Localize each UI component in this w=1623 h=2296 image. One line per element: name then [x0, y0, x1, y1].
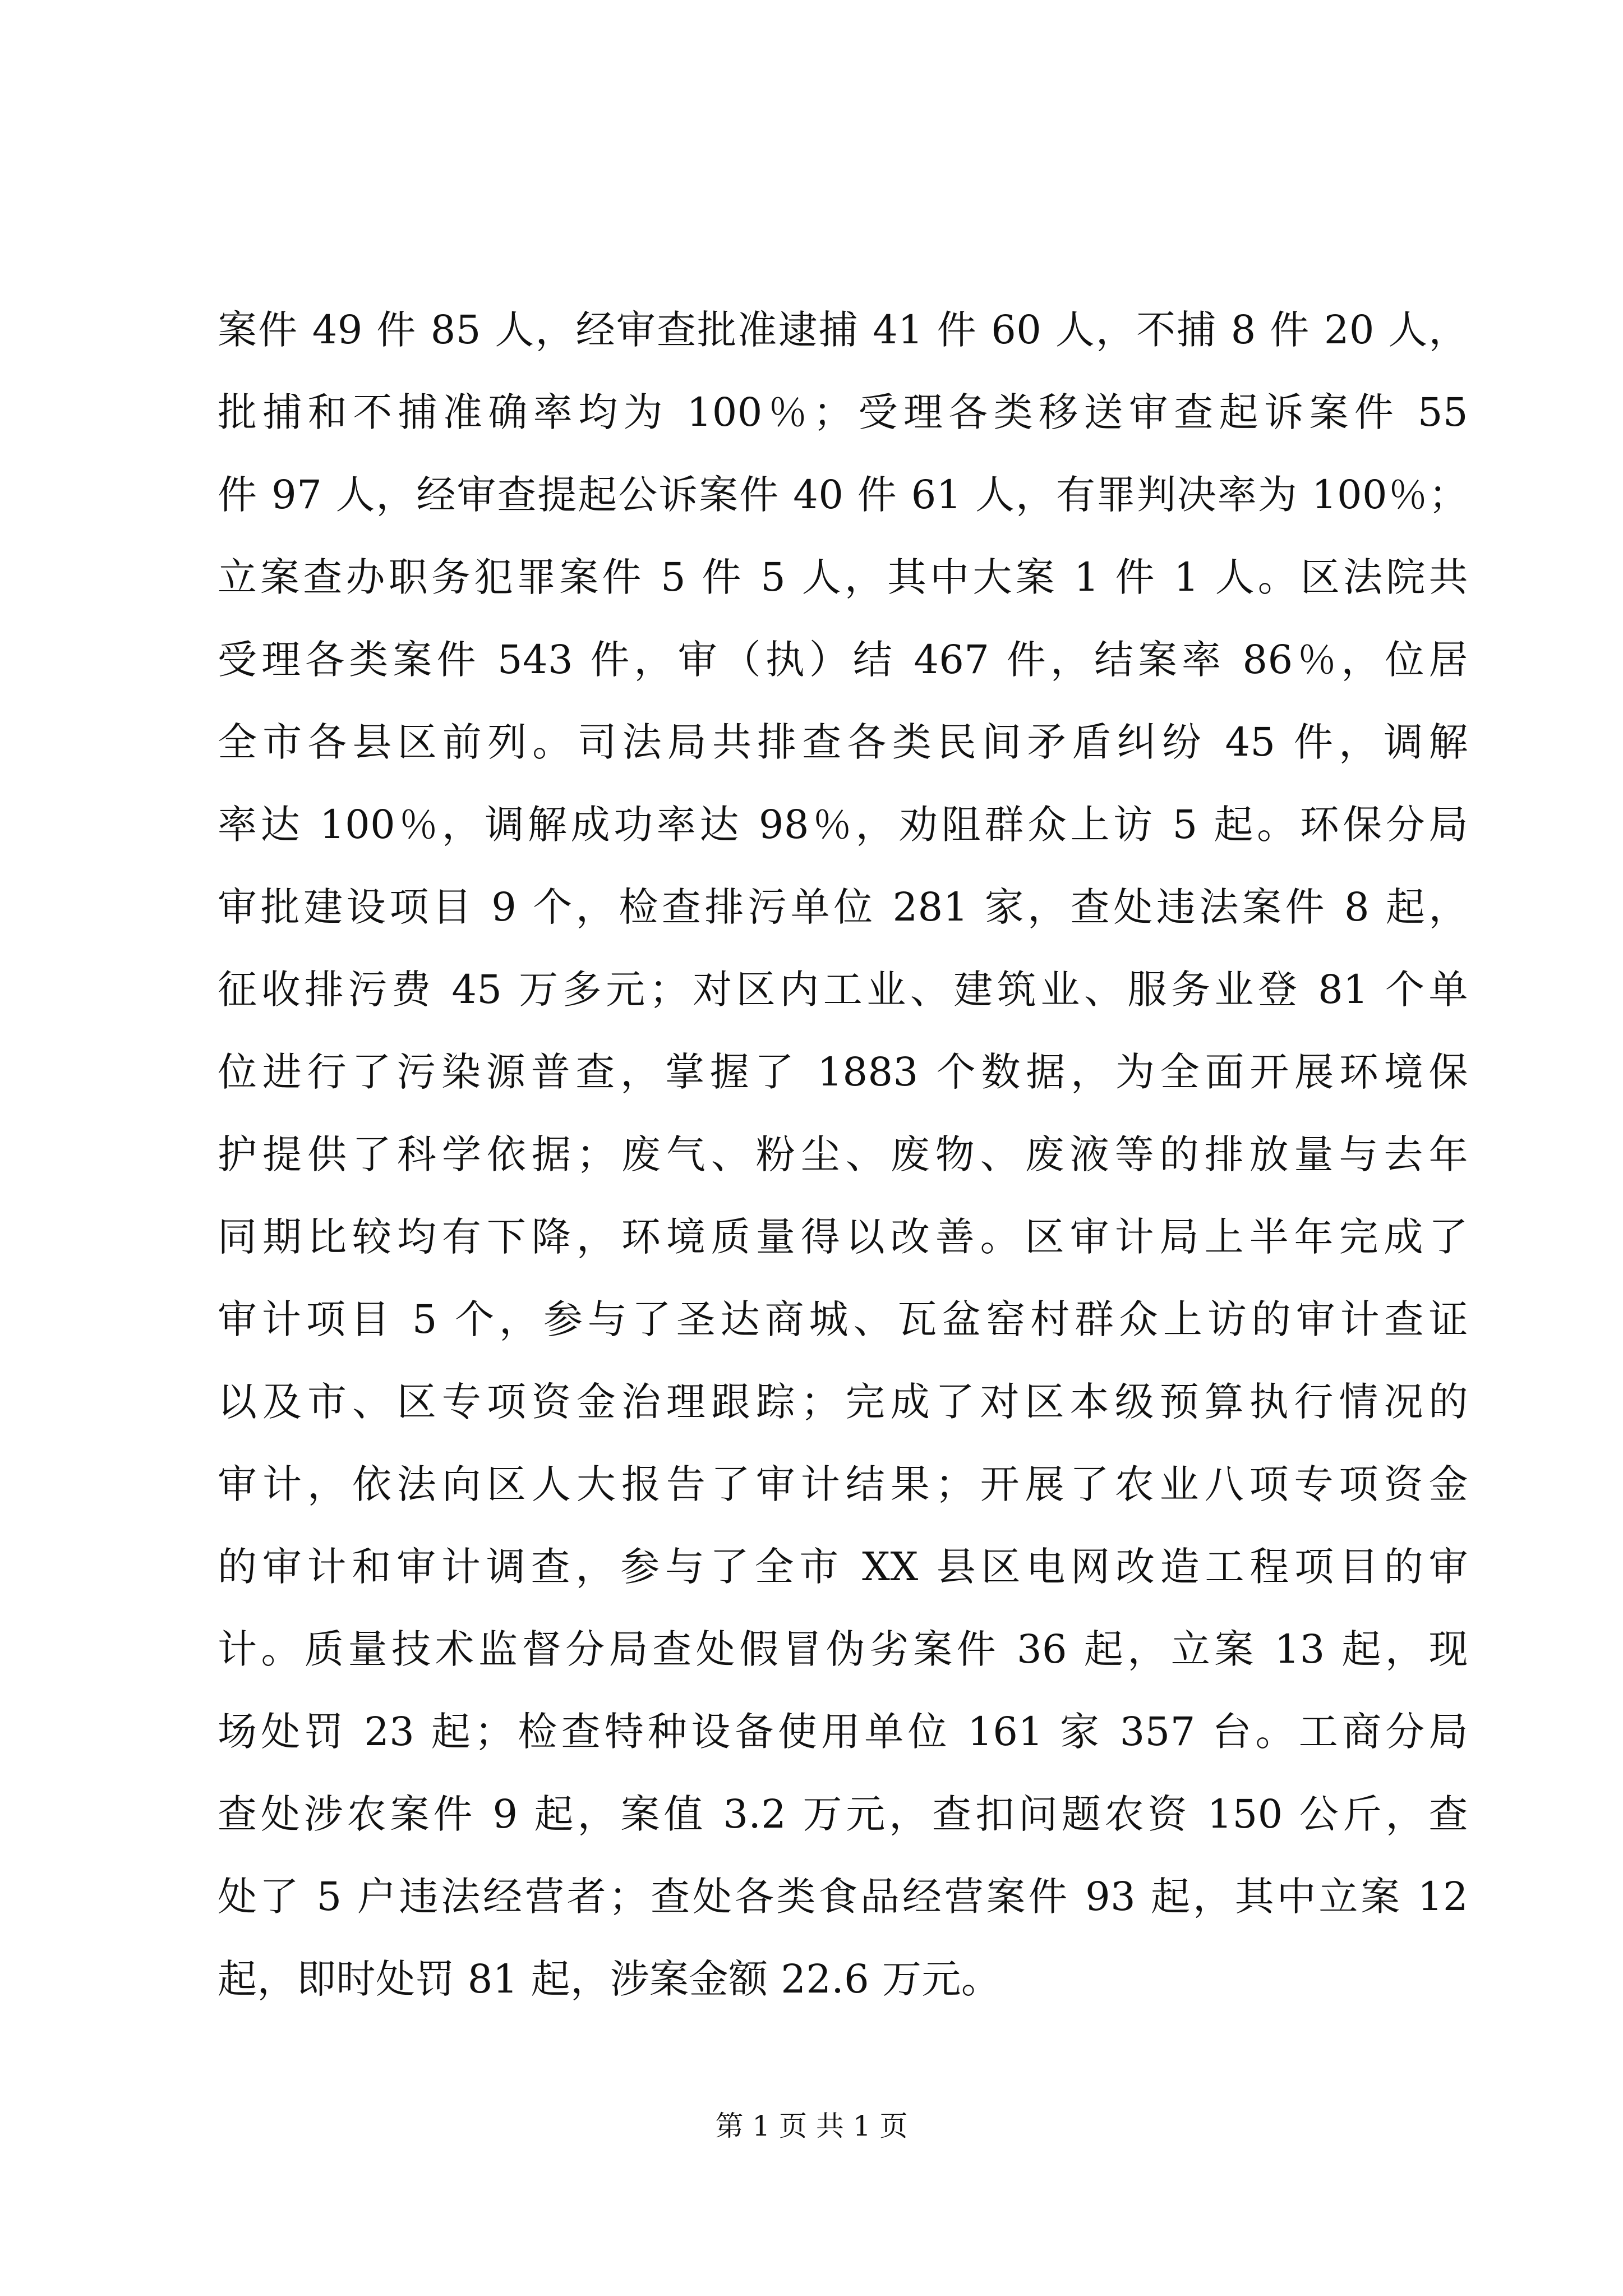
text-line: 计。质量技术监督分局查处假冒伪劣案件 36 起，立案 13 起，现 [218, 1626, 1468, 1672]
page-number-footer: 第 1 页 共 1 页 [715, 2110, 908, 2142]
text-line: 审计，依法向区人大报告了审计结果；开展了农业八项专项资金 [218, 1461, 1468, 1507]
body-paragraph [218, 289, 1468, 2021]
text-line: 率达 100％，调解成功率达 98％，劝阻群众上访 5 起。环保分局 [218, 802, 1468, 848]
text-line: 护提供了科学依据；废气、粉尘、废物、废液等的排放量与去年 [218, 1131, 1468, 1177]
text-line: 场处罚 23 起；检查特种设备使用单位 161 家 357 台。工商分局 [218, 1709, 1468, 1755]
text-line: 以及市、区专项资金治理跟踪；完成了对区本级预算执行情况的 [218, 1379, 1468, 1425]
text-line: 审批建设项目 9 个，检查排污单位 281 家，查处违法案件 8 起， [218, 884, 1468, 930]
text-line: 受理各类案件 543 件，审（执）结 467 件，结案率 86％，位居 [218, 637, 1468, 683]
text-line: 同期比较均有下降，环境质量得以改善。区审计局上半年完成了 [218, 1214, 1468, 1260]
text-line: 位进行了污染源普查，掌握了 1883 个数据，为全面开展环境保 [218, 1049, 1468, 1095]
text-line: 的审计和审计调查，参与了全市 XX 县区电网改造工程项目的审 [218, 1544, 1468, 1590]
text-line: 批捕和不捕准确率均为 100％；受理各类移送审查起诉案件 55 [218, 389, 1468, 435]
text-line: 件 97 人，经审查提起公诉案件 40 件 61 人，有罪判决率为 100％； [218, 472, 1468, 518]
text-line: 起，即时处罚 81 起，涉案金额 22.6 万元。 [218, 1956, 1001, 2002]
text-line: 查处涉农案件 9 起，案值 3.2 万元，查扣问题农资 150 公斤，查 [218, 1791, 1468, 1837]
text-line: 征收排污费 45 万多元；对区内工业、建筑业、服务业登 81 个单 [218, 967, 1468, 1013]
text-line: 立案查办职务犯罪案件 5 件 5 人，其中大案 1 件 1 人。区法院共 [218, 554, 1468, 600]
text-line: 案件 49 件 85 人，经审查批准逮捕 41 件 60 人，不捕 8 件 20 人， [218, 307, 1468, 353]
text-line: 审计项目 5 个，参与了圣达商城、瓦盆窑村群众上访的审计查证 [218, 1296, 1468, 1342]
text-line: 处了 5 户违法经营者；查处各类食品经营案件 93 起，其中立案 12 [218, 1874, 1468, 1920]
text-line: 全市各县区前列。司法局共排查各类民间矛盾纠纷 45 件，调解 [218, 719, 1468, 765]
